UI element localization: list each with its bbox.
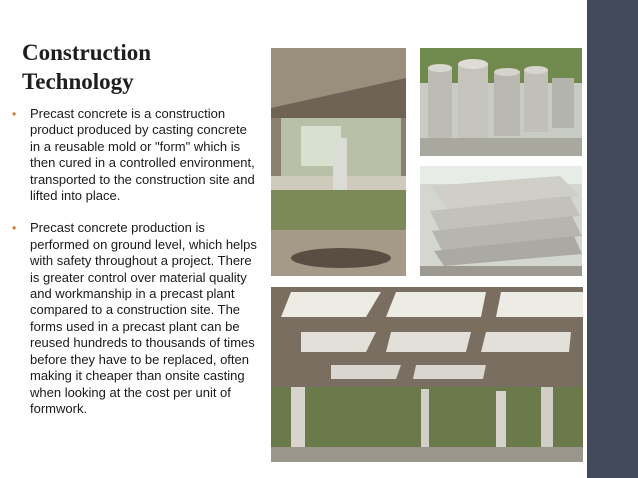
slide-title xyxy=(22,38,262,96)
bullet-dot-icon: • xyxy=(12,221,17,236)
title-line-2: Technology xyxy=(22,69,134,94)
bullet-item xyxy=(10,220,260,417)
photo-hollow-core-slabs xyxy=(420,166,582,276)
bullet-list xyxy=(10,106,260,433)
photo-precast-building xyxy=(271,48,406,276)
photo-coffered-ceiling xyxy=(271,287,583,462)
photo-precast-pipes xyxy=(420,48,582,156)
bullet-item xyxy=(10,106,260,204)
title-line-1: Construction xyxy=(22,40,152,65)
bullet-dot-icon: • xyxy=(12,107,17,121)
bullet-text: Precast concrete is a construction product produced by casting concrete in a reusable mold or "form" which is then cured in a controlled environment, transported to the construction site and lifted into place. xyxy=(30,106,255,204)
bullet-text: Precast concrete production is performed on ground level, which helps with safety throughout a project. There is greater control over material quality and workmanship in a precast plant compared to a construction site. The forms used in a precast plant can be reused hundreds to thousands of times before they have to be replaced, often making it cheaper than onsite casting when looking at the cost per unit of formwork. xyxy=(30,220,257,416)
slide-sidebar xyxy=(587,0,638,478)
